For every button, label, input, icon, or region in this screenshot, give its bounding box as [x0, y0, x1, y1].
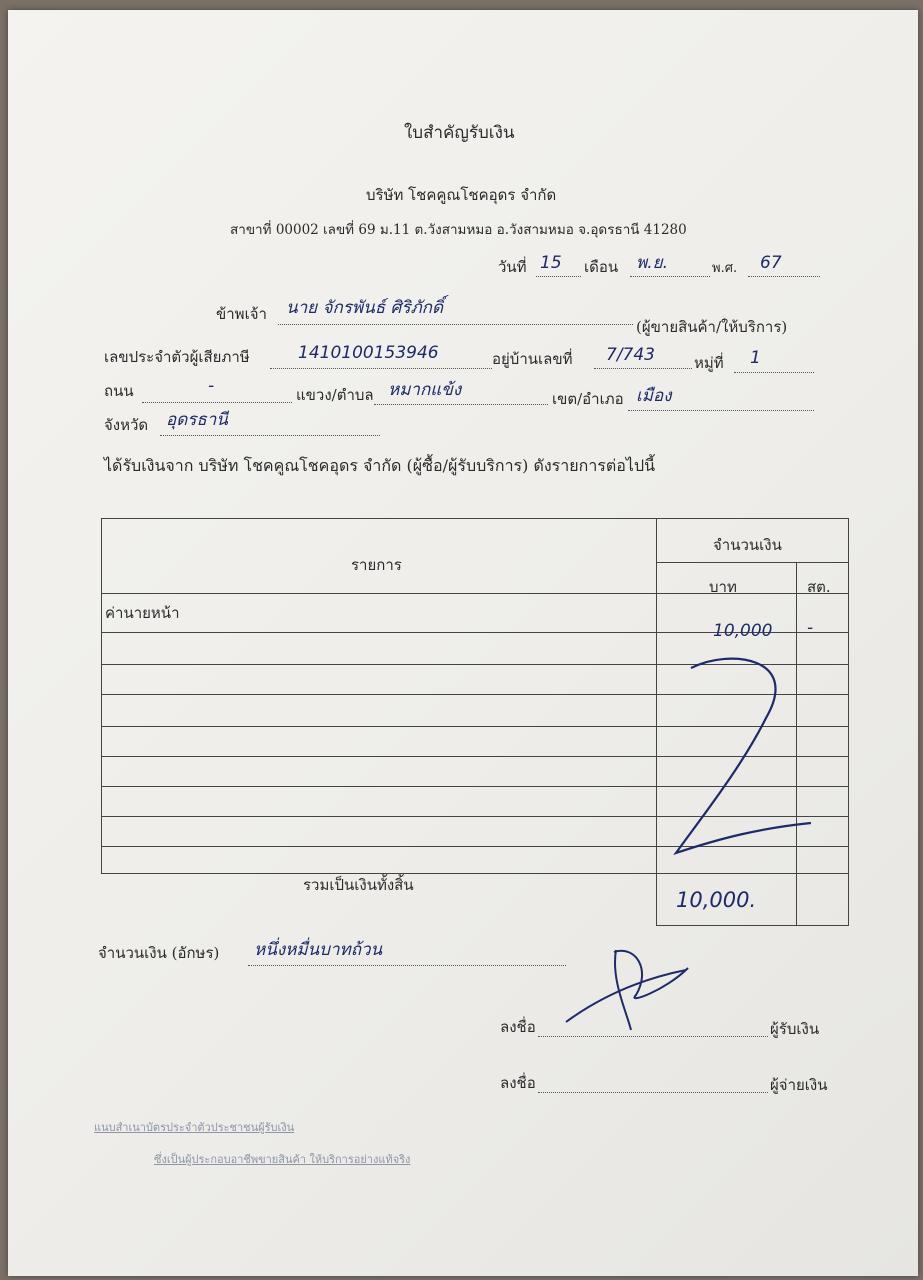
- branch-address: สาขาที่ 00002 เลขที่ 69 ม.11 ต.วังสามหมอ อ.วังสามหมอ จ.อุดรธานี 41280: [230, 222, 687, 238]
- road-value: -: [208, 376, 215, 396]
- district-label: เขต/อำเภอ: [552, 390, 624, 408]
- road-label: ถนน: [104, 382, 134, 400]
- cancel-stroke-mark: [661, 648, 811, 858]
- day-value: 15: [540, 253, 562, 273]
- company-name: บริษัท โชคคูณโชคอุดร จำกัด: [366, 186, 557, 204]
- items-table: [101, 518, 849, 926]
- receipt-page: [8, 10, 918, 1276]
- sign-receiver-label: ลงชื่อ: [500, 1018, 536, 1036]
- document-title: ใบสำคัญรับเงิน: [404, 123, 515, 143]
- subdistrict-label: แขวง/ตำบล: [296, 386, 374, 404]
- total-label: รวมเป็นเงินทั้งสิ้น: [303, 876, 414, 894]
- row-item: ค่านายหน้า: [105, 604, 180, 622]
- amount-words-value: หนึ่งหมื่นบาทถ้วน: [254, 940, 383, 960]
- row-baht: 10,000: [713, 621, 773, 641]
- amount-words-label: จำนวนเงิน (อักษร): [98, 944, 220, 962]
- payee-role: (ผู้ขายสินค้า/ให้บริการ): [636, 318, 788, 336]
- total-value: 10,000.: [676, 888, 757, 912]
- taxid-value: 1410100153946: [298, 343, 439, 363]
- province-value: อุดรธานี: [166, 410, 228, 430]
- house-value: 7/743: [606, 345, 655, 365]
- footnote-2: ซึ่งเป็นผู้ประกอบอาชีพขายสินค้า ให้บริการอย่างแท้จริง: [154, 1153, 411, 1166]
- sign-payer-role: ผู้จ่ายเงิน: [770, 1076, 828, 1094]
- sign-receiver-role: ผู้รับเงิน: [770, 1020, 820, 1038]
- year-label: พ.ศ.: [712, 261, 738, 276]
- row-satang: -: [807, 618, 814, 638]
- house-label: อยู่บ้านเลขที่: [492, 350, 573, 368]
- col-amount-header: จำนวนเงิน: [713, 536, 782, 554]
- col-item-header: รายการ: [351, 556, 402, 574]
- payee-name: นาย จักรพันธ์ ศิริภักดิ์: [286, 298, 443, 318]
- province-label: จังหวัด: [104, 416, 149, 434]
- district-value: เมือง: [636, 386, 672, 406]
- moo-label: หมู่ที่: [694, 354, 724, 372]
- moo-value: 1: [750, 348, 761, 368]
- footnote-1: แนบสำเนาบัตรประจำตัวประชาชนผู้รับเงิน: [94, 1121, 295, 1134]
- receiver-signature: [556, 940, 716, 1040]
- month-value: พ.ย.: [636, 253, 668, 273]
- subdistrict-value: หมากแข้ง: [388, 380, 462, 400]
- taxid-label: เลขประจำตัวผู้เสียภาษี: [104, 348, 250, 366]
- sign-payer-label: ลงชื่อ: [500, 1074, 536, 1092]
- year-value: 67: [760, 253, 782, 273]
- col-baht-header: บาท: [709, 578, 737, 596]
- day-label: วันที่: [498, 258, 527, 276]
- month-label: เดือน: [584, 258, 619, 276]
- col-satang-header: สต.: [807, 578, 831, 596]
- payee-label: ข้าพเจ้า: [216, 305, 267, 323]
- received-from-text: ได้รับเงินจาก บริษัท โชคคูณโชคอุดร จำกัด (ผู้ซื้อ/ผู้รับบริการ) ดังรายการต่อไปนี้: [104, 456, 656, 475]
